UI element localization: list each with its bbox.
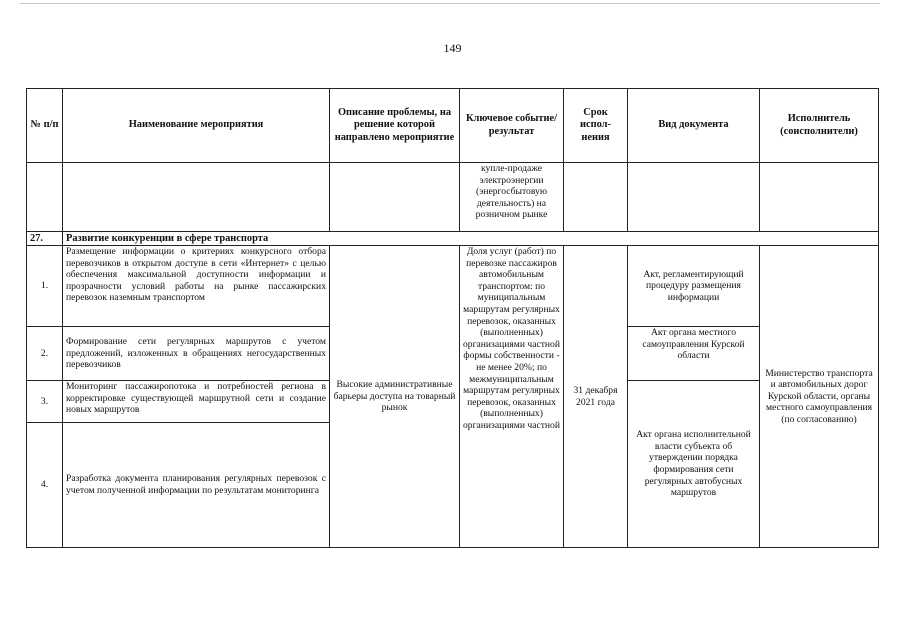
continuation-event: купле-продаже электроэнергии (энергосбытовую деятельность) на розничном рынке: [460, 163, 564, 232]
continuation-row: [27, 163, 879, 232]
section-title: Развитие конкуренции в сфере транспорта: [63, 232, 879, 246]
header-term: Срок испол- нения: [564, 89, 628, 163]
doc-type-row1: Акт, регламентирующий процедуру размещения информации: [628, 246, 760, 327]
row-name: Мониторинг пассажиропотока и потребностей региона в корректировке существующей маршрутной сети и создание новых маршрутов: [63, 381, 330, 423]
page-number: 149: [443, 41, 462, 55]
header-problem: Описание проблемы, на решение которой направлено мероприятие: [330, 89, 460, 163]
header-event: Ключевое событие/ результат: [460, 89, 564, 163]
row-num: 1.: [27, 246, 63, 327]
top-border-line: [20, 3, 880, 4]
header-name: Наименование мероприятия: [63, 89, 330, 163]
header-row: [27, 89, 879, 163]
table-row: [27, 246, 879, 327]
term-date: 31 декабря 2021 года: [564, 246, 628, 548]
row-name: Разработка документа планирования регулярных перевозок с учетом полученной информации по результатам мониторинга: [63, 423, 330, 548]
header-doc-type: Вид документа: [628, 89, 760, 163]
row-num: 3.: [27, 381, 63, 423]
header-num: № п/п: [27, 89, 63, 163]
row-num: 4.: [27, 423, 63, 548]
executor: Министерство транспорта и автомобильных дорог Курской области, органы местного самоуправления (по согласованию): [760, 246, 879, 548]
header-executor: Исполнитель (соисполнители): [760, 89, 879, 163]
doc-type-rows34: Акт органа исполнительной власти субъекта об утверждении порядка формирования сети регулярных автобусных маршрутов: [628, 381, 760, 548]
section-row: [27, 232, 879, 246]
doc-type-row2: Акт органа местного самоуправления Курской области: [628, 327, 760, 381]
key-event-result: Доля услуг (работ) по перевозке пассажиров автомобильным транспортом: по муниципальным маршрутам регулярных перевозок, оказанных (выполненных) организациями частной формы собственности - не менее 20%; по межмуниципальным маршрутам регулярных перевозок, оказанных (выполненных) организациями частной: [460, 246, 564, 548]
row-num: 2.: [27, 327, 63, 381]
section-num: 27.: [27, 232, 63, 246]
row-name: Формирование сети регулярных маршрутов с учетом предложений, изложенных в обращениях негосударственных перевозчиков: [63, 327, 330, 381]
row-name: Размещение информации о критериях конкурсного отбора перевозчиков в открытом доступе в сети «Интернет» с целью обеспечения максимальной доступности информации и прозрачности условий работы на рынке пассажирских перевозок наземным транспортом: [63, 246, 330, 327]
measures-table: [26, 88, 879, 548]
problem-description: Высокие административные барьеры доступа на товарный рынок: [330, 246, 460, 548]
